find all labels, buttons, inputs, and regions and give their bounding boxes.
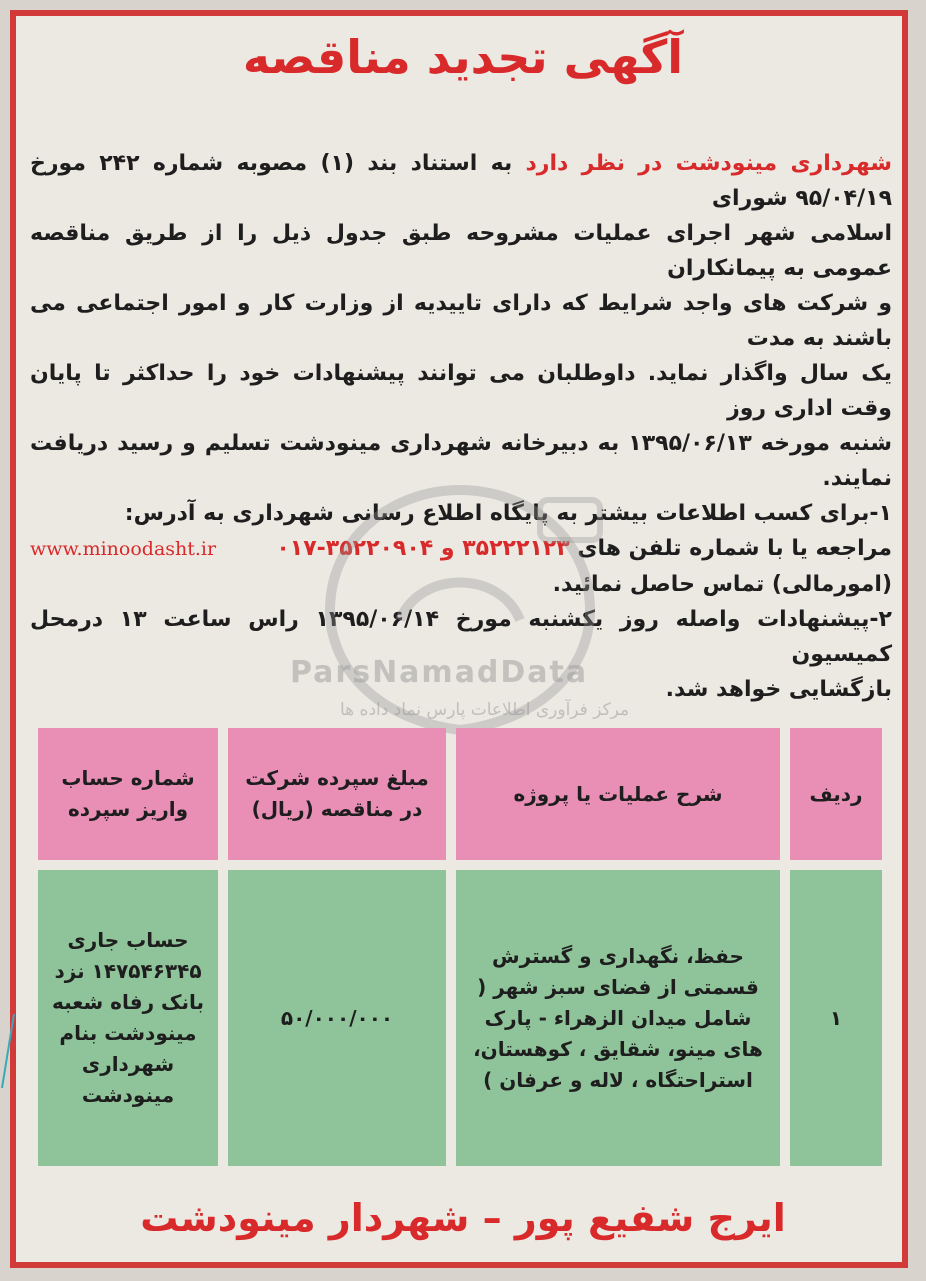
header-amount: مبلغ سپرده شرکت در مناقصه (ریال) [228, 728, 446, 860]
item2-line2: بازگشایی خواهد شد. [665, 677, 892, 702]
body-line-4: یک سال واگذار نماید. داوطلبان می توانند پیشنهادات خود را حداکثر تا پایان وقت اداری روز [30, 361, 892, 421]
tender-table [38, 728, 882, 1168]
signature: ایرج شفیع پور – شهردار مینودشت [140, 1196, 786, 1240]
row-account: حساب جاری ۱۴۷۵۴۶۳۴۵ نزد بانک رفاه شعبه مینودشت بنام شهرداری مینودشت [38, 870, 218, 1166]
contact-phones [276, 531, 892, 566]
row-radif: ۱ [790, 870, 882, 1166]
row-description: حفظ، نگهداری و گسترش قسمتی از فضای سبز شهر ( شامل میدان الزهراء - پارک های مینو، شقایق ، کوهستان، استراحتگاه ، لاله و عرفان ) [456, 870, 780, 1166]
notice-title: آگهی تجدید مناقصه [242, 30, 684, 84]
website-link[interactable]: www.minoodasht.ir [30, 538, 217, 560]
notice-body [30, 146, 892, 707]
pen-stroke-icon [0, 1010, 16, 1090]
body-line-1-rest: به استناد بند (۱) مصوبه شماره ۲۴۲ مورخ ۹۵/۰۴/۱۹ شورای [30, 151, 892, 211]
body-line-1 [30, 146, 892, 216]
item1-line1: ۱-برای کسب اطلاعات بیشتر به پایگاه اطلاع رسانی شهرداری به آدرس: [124, 501, 892, 526]
item1-line3: (امورمالی) تماس حاصل نمائید. [552, 572, 892, 597]
contact-text: مراجعه یا با شماره تلفن های [577, 536, 892, 561]
item2-line1: ۲-پیشنهادات واصله روز یکشنبه مورخ ۱۳۹۵/۰۶/۱۴ راس ساعت ۱۳ درمحل کمیسیون [30, 607, 892, 667]
intro-red: شهرداری مینودشت در نظر دارد [525, 151, 892, 176]
body-line-5: شنبه مورخه ۱۳۹۵/۰۶/۱۳ به دبیرخانه شهرداری مینودشت تسلیم و رسید دریافت نمایند. [30, 431, 892, 491]
header-radif: ردیف [790, 728, 882, 860]
row-amount: ۵۰/۰۰۰/۰۰۰ [228, 870, 446, 1166]
watermark-subtitle: مرکز فرآوری اطلاعات پارس نماد داده ها [340, 700, 630, 720]
header-account: شماره حساب واریز سپرده [38, 728, 218, 860]
body-line-3: و شرکت های واجد شرایط که دارای تاییدیه از وزارت کار و امور اجتماعی می باشند به مدت [30, 291, 892, 351]
item1-contact-line [30, 531, 892, 567]
phone-1: ۳۵۲۲۲۱۲۳ [462, 536, 570, 561]
header-description: شرح عملیات یا پروژه [456, 728, 780, 860]
watermark-brand: ParsNamadData [290, 655, 589, 690]
phone-and: و [440, 536, 455, 561]
body-line-2: اسلامی شهر اجرای عملیات مشروحه طبق جدول ذیل را از طریق مناقصه عمومی به پیمانکاران [30, 221, 892, 281]
phone-2: ۰۱۷-۳۵۲۲۰۹۰۴ [276, 536, 434, 561]
